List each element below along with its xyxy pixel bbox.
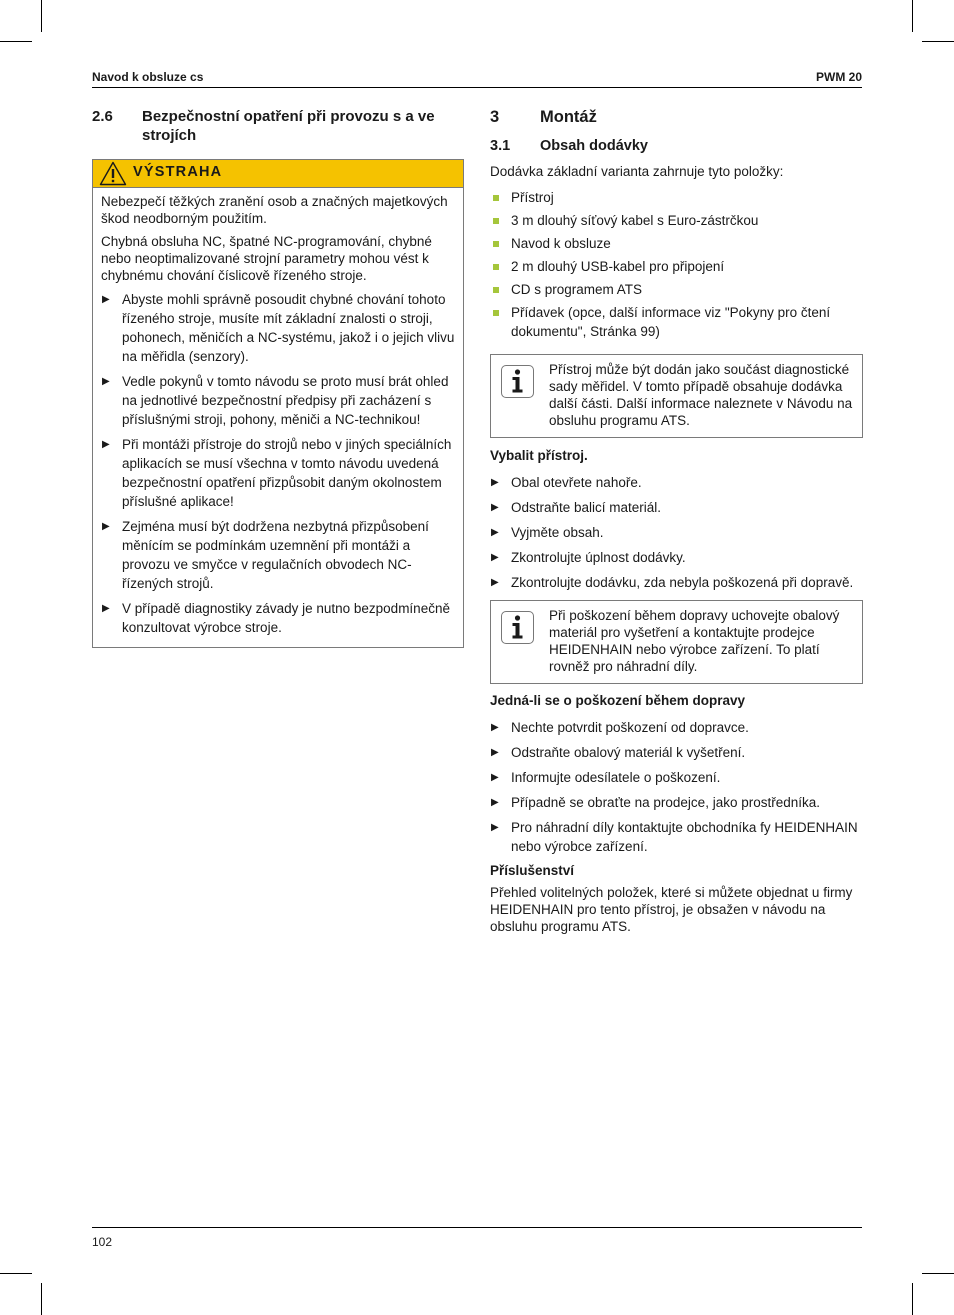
subheading: Příslušenství bbox=[490, 863, 575, 878]
square-bullet-icon bbox=[493, 195, 499, 201]
list-item: Přídavek (opce, další informace viz "Pokyny pro čtení dokumentu", Stránka 99) bbox=[490, 303, 863, 341]
square-bullet-icon bbox=[493, 287, 499, 293]
warning-triangle-icon bbox=[99, 161, 127, 186]
list-item: Navod k obsluze bbox=[490, 234, 863, 253]
info-box bbox=[490, 354, 863, 438]
subheading: Jedná-li se o poškození během dopravy bbox=[490, 693, 746, 708]
warning-label: VÝSTRAHA bbox=[133, 164, 223, 180]
arrow-bullet-icon: ▶ bbox=[102, 294, 110, 305]
warning-box bbox=[92, 159, 464, 648]
arrow-bullet-icon: ▶ bbox=[491, 747, 499, 758]
square-bullet-icon bbox=[493, 310, 499, 316]
list-item: ▶ Zkontrolujte úplnost dodávky. bbox=[491, 550, 686, 565]
chapter-title: Montáž bbox=[540, 108, 597, 126]
list-item: ▶ Odstraňte obalový materiál k vyšetření. bbox=[491, 745, 746, 760]
crop-mark bbox=[912, 0, 913, 32]
arrow-bullet-icon: ▶ bbox=[102, 439, 110, 450]
arrow-bullet-icon: ▶ bbox=[491, 822, 499, 833]
crop-mark bbox=[922, 1273, 954, 1274]
list-item: Přístroj bbox=[490, 188, 863, 207]
list-item: ▶ Zejména musí být dodržena nezbytná přizpůsobení měnícím se podmínkám uzemnění při montáži a provozu ve smyčce v regulačních obvodech NC-řízených strojů. bbox=[102, 519, 429, 591]
subheading: Vybalit přístroj. bbox=[490, 448, 588, 463]
list-item: ▶ Nechte potvrdit poškození od dopravce. bbox=[491, 720, 749, 735]
crop-mark bbox=[0, 1273, 32, 1274]
section-heading bbox=[490, 137, 863, 155]
arrow-bullet-icon: ▶ bbox=[491, 772, 499, 783]
intro-text: Dodávka základní varianta zahrnuje tyto položky: bbox=[490, 164, 784, 179]
crop-mark bbox=[912, 1283, 913, 1315]
arrow-bullet-icon: ▶ bbox=[102, 603, 110, 614]
square-bullet-icon bbox=[493, 241, 499, 247]
arrow-bullet-icon: ▶ bbox=[102, 376, 110, 387]
accessories-text: Přehled volitelných položek, které si můžete objednat u firmy HEIDENHAIN pro tento přístroj, je obsažen v návodu na obsluhu programu ATS. bbox=[490, 885, 853, 934]
chapter-heading bbox=[490, 107, 863, 127]
list-item: ▶ V případě diagnostiky závady je nutno bezpodmínečně konzultovat výrobce stroje. bbox=[102, 601, 450, 635]
right-column bbox=[490, 107, 863, 935]
arrow-bullet-icon: ▶ bbox=[491, 797, 499, 808]
section-number: 2.6 bbox=[92, 108, 113, 125]
crop-mark bbox=[41, 0, 42, 32]
section-heading bbox=[92, 107, 464, 145]
warning-body bbox=[93, 188, 463, 647]
damage-steps bbox=[490, 718, 863, 856]
page-number: 102 bbox=[92, 1235, 113, 1249]
crop-mark bbox=[0, 41, 32, 42]
warning-paragraph: Nebezpečí těžkých zranění osob a značných majetkových škod neodborným použitím. bbox=[101, 194, 448, 226]
page-header bbox=[92, 69, 862, 88]
header-title: Navod k obsluze cs bbox=[92, 70, 204, 84]
footer-rule bbox=[92, 1227, 862, 1228]
info-box bbox=[490, 600, 863, 684]
header-product: PWM 20 bbox=[815, 70, 862, 84]
section-number: 3.1 bbox=[490, 138, 511, 154]
list-item: ▶ Informujte odesílatele o poškození. bbox=[491, 770, 721, 785]
list-item: ▶ Vyjměte obsah. bbox=[491, 525, 604, 540]
section-title: Bezpečnostní opatření při provozu s a ve strojích bbox=[142, 108, 435, 144]
arrow-bullet-icon: ▶ bbox=[491, 722, 499, 733]
arrow-bullet-icon: ▶ bbox=[102, 521, 110, 532]
info-text: Přístroj může být dodán jako součást diagnostické sady měřidel. V tomto případě obsahuje dodávka další části. Další informace naleznete v Návodu na obsluhu programu ATS. bbox=[549, 362, 853, 428]
arrow-bullet-icon: ▶ bbox=[491, 552, 499, 563]
section-title: Obsah dodávky bbox=[540, 138, 648, 154]
warning-paragraph: Chybná obsluha NC, špatné NC-programování, chybné nebo neoptimalizované strojní parametry mohou vést k chybnému chování číslicově řízeného stroje. bbox=[101, 234, 432, 283]
info-icon bbox=[501, 611, 534, 644]
warning-list bbox=[101, 290, 455, 637]
list-item: ▶ Pro náhradní díly kontaktujte obchodníka fy HEIDENHAIN nebo výrobce zařízení. bbox=[491, 820, 858, 854]
unpack-steps bbox=[490, 473, 863, 592]
list-item: ▶ Odstraňte balicí materiál. bbox=[491, 500, 662, 515]
crop-mark bbox=[922, 41, 954, 42]
square-bullet-icon bbox=[493, 264, 499, 270]
left-column bbox=[92, 107, 464, 648]
chapter-number: 3 bbox=[490, 108, 500, 126]
info-icon bbox=[501, 365, 534, 398]
list-item: ▶ Vedle pokynů v tomto návodu se proto musí brát ohled na jednotlivé bezpečnostní předpisy při zacházení s příslušnými stroji, pohony, měniči a NC-technikou! bbox=[102, 374, 449, 427]
arrow-bullet-icon: ▶ bbox=[491, 527, 499, 538]
list-item: 2 m dlouhý USB-kabel pro připojení bbox=[490, 257, 863, 276]
delivery-list bbox=[490, 188, 863, 341]
square-bullet-icon bbox=[493, 218, 499, 224]
list-item: ▶ Obal otevřete nahoře. bbox=[491, 475, 642, 490]
list-item: ▶ Případně se obraťte na prodejce, jako prostředníka. bbox=[491, 795, 821, 810]
arrow-bullet-icon: ▶ bbox=[491, 577, 499, 588]
list-item: CD s programem ATS bbox=[490, 280, 863, 299]
arrow-bullet-icon: ▶ bbox=[491, 502, 499, 513]
list-item: ▶ Zkontrolujte dodávku, zda nebyla poškozená při dopravě. bbox=[491, 575, 854, 590]
list-item: 3 m dlouhý síťový kabel s Euro-zástrčkou bbox=[490, 211, 863, 230]
info-text: Při poškození během dopravy uchovejte obalový materiál pro vyšetření a kontaktujte prodejce HEIDENHAIN nebo výrobce zařízení. To platí rovněž pro náhradní díly. bbox=[549, 608, 840, 674]
crop-mark bbox=[41, 1283, 42, 1315]
list-item: ▶ Abyste mohli správně posoudit chybné chování tohoto řízeného stroje, musíte mít základní znalosti o stroji, pohonech, měničích a NC-systému, jakož i o jejich vlivu na měřidla (senzory). bbox=[102, 292, 455, 364]
arrow-bullet-icon: ▶ bbox=[491, 477, 499, 488]
list-item: ▶ Při montáži přístroje do strojů nebo v jiných speciálních aplikacích se musí všechna v tomto návodu uvedená bezpečnostní opatření přizpůsobit daným okolnostem příslušné aplikace! bbox=[102, 437, 452, 509]
warning-header bbox=[93, 160, 463, 188]
